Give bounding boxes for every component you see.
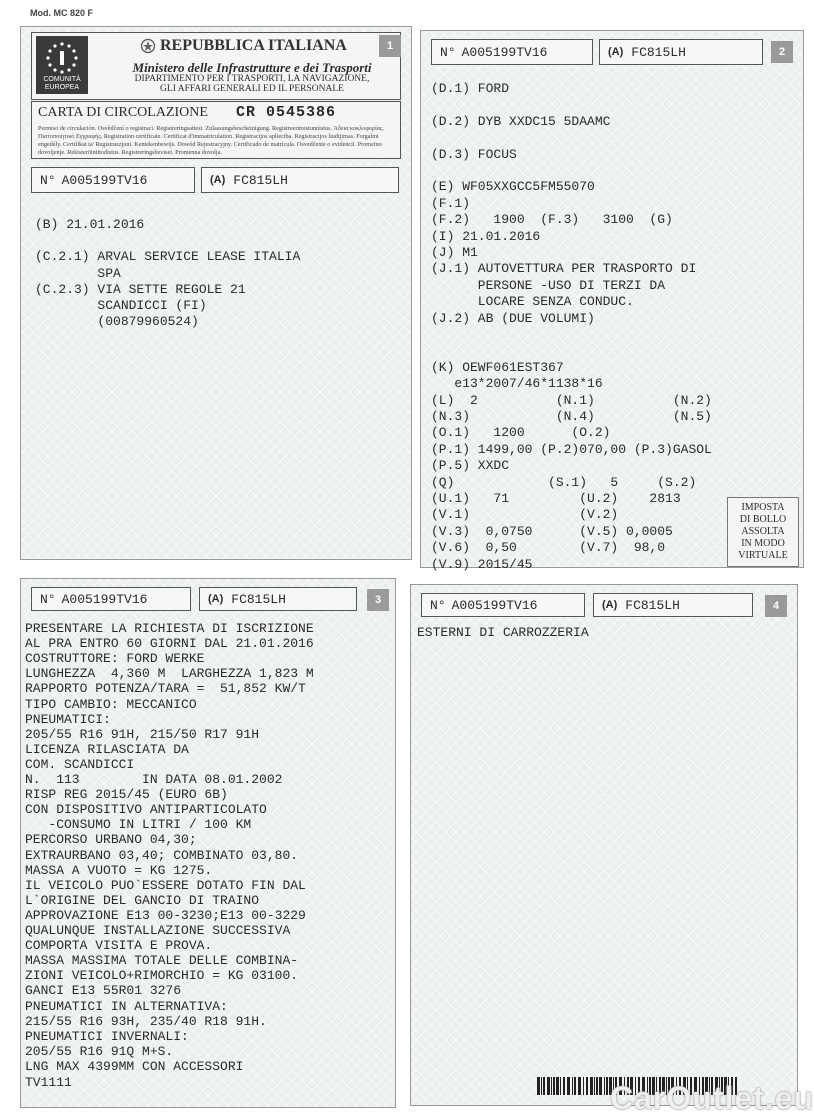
- plate-box: [201, 167, 399, 193]
- field-line: (V.1) (V.2): [431, 507, 619, 523]
- field-line: PNEUMATICI:: [25, 711, 111, 727]
- field-line: ZIONI VEICOLO+RIMORCHIO = KG 03100.: [25, 968, 299, 984]
- field-line: N. 113 IN DATA 08.01.2002: [25, 772, 283, 787]
- plate-number: FC815LH: [625, 597, 680, 613]
- field-line: (F.2) 1900 (F.3) 3100 (G): [431, 212, 673, 228]
- field-line: (D.3) FOCUS: [431, 146, 517, 162]
- field-line: MASSA A VUOTO = KG 1275.: [25, 862, 213, 878]
- field-line: RISP REG 2015/45 (EURO 6B): [25, 787, 228, 803]
- field-line: (B) 21.01.2016: [35, 217, 145, 232]
- plate-number: FC815LH: [631, 44, 686, 60]
- field-line: ESTERNI DI CARROZZERIA: [417, 625, 589, 640]
- number-prefix: N°: [430, 597, 446, 613]
- department-name: [112, 74, 392, 94]
- field-line: (K) OEWF061EST367: [431, 359, 564, 375]
- field-line: (F.1): [431, 195, 471, 211]
- stamp-line-5: VIRTUALE: [738, 550, 788, 561]
- field-line: PERSONE -USO DI TERZI DA: [431, 277, 666, 293]
- field-line: (J.2) AB (DUE VOLUMI): [431, 310, 595, 326]
- field-line: LICENZA RILASCIATA DA: [25, 741, 189, 757]
- field-line: LOCARE SENZA CONDUC.: [431, 294, 634, 310]
- panel-2: [420, 30, 804, 572]
- panel-3: [20, 578, 396, 1108]
- field-line: COMPORTA VISITA E PROVA.: [25, 938, 213, 954]
- field-line: (V.3) 0,0750 (V.5) 0,0005: [431, 523, 673, 539]
- field-line: IL VEICOLO PUO`ESSERE DOTATO FIN DAL: [25, 877, 306, 893]
- field-line: EXTRAURBANO 03,40; COMBINATO 03,80.: [25, 847, 299, 863]
- field-line: SCANDICCI (FI): [35, 298, 207, 313]
- republic-title: REPUBBLICA ITALIANA: [160, 37, 347, 54]
- department-line-2: GLI AFFARI GENERALI ED IL PERSONALE: [160, 84, 344, 94]
- number-prefix: N°: [440, 44, 456, 60]
- field-line: (J.1) AUTOVETTURA PER TRASPORTO DI: [431, 261, 697, 277]
- panel-number: 4: [765, 595, 787, 617]
- field-line: LUNGHEZZA 4,360 M LARGHEZZA 1,823 M: [25, 666, 314, 682]
- field-line: COM. SCANDICCI: [25, 756, 135, 772]
- field-line: LNG MAX 4399MM CON ACCESSORI: [25, 1058, 244, 1074]
- number-prefix: N°: [40, 172, 56, 188]
- field-line: (Q) (S.1) 5 (S.2): [431, 474, 697, 490]
- field-line: L`ORIGINE DEL GANCIO DI TRAINO: [25, 892, 260, 908]
- plate-number: FC815LH: [233, 172, 288, 188]
- field-line: (V.6) 0,50 (V.7) 98,0: [431, 540, 666, 556]
- panel-1: [20, 26, 412, 560]
- panel-4: [410, 584, 798, 1106]
- ministry-name: Ministero delle Infrastrutture e dei Trasporti: [132, 60, 372, 75]
- field-line: (D.1) FORD: [431, 81, 510, 96]
- certificate-box: [31, 101, 401, 159]
- field-line: (D.2) DYB XXDC15 5DAAMC: [431, 113, 611, 129]
- field-line: SPA: [35, 265, 121, 281]
- registration-number: A005199TV16: [451, 597, 538, 613]
- watermark-logo: CarOutlet.eu: [610, 1080, 814, 1116]
- header-box: [31, 32, 401, 100]
- number-prefix: N°: [40, 591, 56, 607]
- field-line: PNEUMATICI INVERNALI:: [25, 1028, 189, 1044]
- registration-number: A005199TV16: [461, 44, 548, 60]
- field-line: e13*2007/46*1138*16: [431, 376, 603, 392]
- field-line: COSTRUTTORE: FORD WERKE: [25, 651, 205, 667]
- field-line: (E) WF05XXGCC5FM55070: [431, 179, 595, 195]
- field-line: 205/55 R16 91H, 215/50 R17 91H: [25, 726, 260, 742]
- field-line: MASSA MASSIMA TOTALE DELLE COMBINA-: [25, 953, 299, 969]
- field-line: (00879960524): [35, 314, 199, 330]
- field-line: TIPO CAMBIO: MECCANICO: [25, 696, 197, 712]
- registration-number-box: [431, 39, 593, 65]
- field-line: (C.2.3) VIA SETTE REGOLE 21: [35, 281, 246, 297]
- field-line: PRESENTARE LA RICHIESTA DI ISCRIZIONE: [25, 621, 314, 636]
- stamp-line-1: IMPOSTA: [741, 502, 785, 513]
- certificate-title: CARTA DI CIRCOLAZIONE: [38, 105, 208, 120]
- plate-box: [199, 587, 357, 611]
- registration-number: A005199TV16: [61, 591, 148, 607]
- plate-label: (A): [602, 599, 618, 611]
- field-line: PERCORSO URBANO 04,30;: [25, 832, 197, 848]
- field-line: (J) M1: [431, 245, 478, 260]
- panel-number: 3: [367, 589, 389, 611]
- panel-number: 1: [379, 35, 401, 57]
- field-line: (I) 21.01.2016: [431, 228, 541, 244]
- field-line: (P.5) XXDC: [431, 458, 510, 474]
- field-line: RAPPORTO POTENZA/TARA = 51,852 KW/T: [25, 681, 306, 697]
- field-line: (C.2.1) ARVAL SERVICE LEASE ITALIA: [35, 249, 301, 265]
- field-line: APPROVAZIONE E13 00-3230;E13 00-3229: [25, 907, 306, 923]
- stamp-duty-box: [727, 497, 799, 567]
- field-line: (V.9) 2015/45: [431, 556, 533, 572]
- field-line: (U.1) 71 (U.2) 2813: [431, 491, 681, 506]
- plate-number: FC815LH: [231, 591, 286, 607]
- italian-emblem-icon: [140, 38, 156, 54]
- field-line: (O.1) 1200 (O.2): [431, 425, 611, 441]
- field-line: -CONSUMO IN LITRI / 100 KM: [25, 817, 252, 833]
- field-line: QUALUNQUE INSTALLAZIONE SUCCESSIVA: [25, 923, 291, 938]
- plate-label: (A): [608, 46, 624, 58]
- plate-label: (A): [210, 174, 226, 186]
- eu-flag-icon: [36, 36, 88, 94]
- registration-number-box: [31, 167, 195, 193]
- plate-box: [599, 39, 763, 65]
- plate-box: [593, 593, 753, 617]
- registration-number-box: [421, 593, 585, 617]
- form-model-label: Mod. MC 820 F: [30, 8, 94, 18]
- stamp-line-2: DI BOLLO: [739, 514, 787, 525]
- department-line-1: DIPARTIMENTO PER I TRASPORTI, LA NAVIGAZIONE,: [134, 74, 370, 84]
- field-line: (P.1) 1499,00 (P.2)070,00 (P.3)GASOL: [431, 441, 712, 457]
- certificate-translations: Permiso de circulación. Osvědčení o registraci. Registreringsattest. Zulassungsbescheinigung. Registreerimistunnistus. Άδεια κυκλοφορίας. Πιστοποιητικό Εγγραφής. Registration certificate. Certificat d'immatriculation. Registracijos apliecība. Registracijos liudijimas. Forgalmi engedély. Certifikat ta' Registrazzjoni. Kentekenbewijs. Dowód Rejestracyjny. Certificado de matrícula. Osvedčenie o evidencii. Prometno dovoljenje. Rekisteröintitodistus. Registreringsbeviset. Promenna dovolja.: [38, 125, 385, 156]
- stamp-line-4: IN MODO: [741, 538, 785, 549]
- eu-label: COMUNITÀ EUROPEA: [43, 76, 81, 91]
- field-line: 215/55 R16 93H, 235/40 R18 91H.: [25, 1013, 267, 1029]
- plate-label: (A): [208, 593, 224, 605]
- field-line: AL PRA ENTRO 60 GIORNI DAL 21.01.2016: [25, 636, 314, 652]
- field-line: (L) 2 (N.1) (N.2): [431, 392, 712, 408]
- panel-number: 2: [771, 41, 793, 63]
- field-line: (N.3) (N.4) (N.5): [431, 409, 712, 424]
- field-line: CON DISPOSITIVO ANTIPARTICOLATO: [25, 802, 267, 818]
- registration-number-box: [31, 587, 191, 611]
- certificate-number: CR 0545386: [236, 104, 337, 121]
- field-line: PNEUMATICI IN ALTERNATIVA:: [25, 998, 228, 1014]
- stamp-line-3: ASSOLTA: [741, 526, 785, 537]
- field-line: GANCI E13 55R01 3276: [25, 983, 182, 999]
- field-line: 205/55 R16 91Q M+S.: [25, 1043, 174, 1059]
- panel-footer-code: TV1111: [25, 1075, 72, 1090]
- registration-number: A005199TV16: [61, 172, 148, 188]
